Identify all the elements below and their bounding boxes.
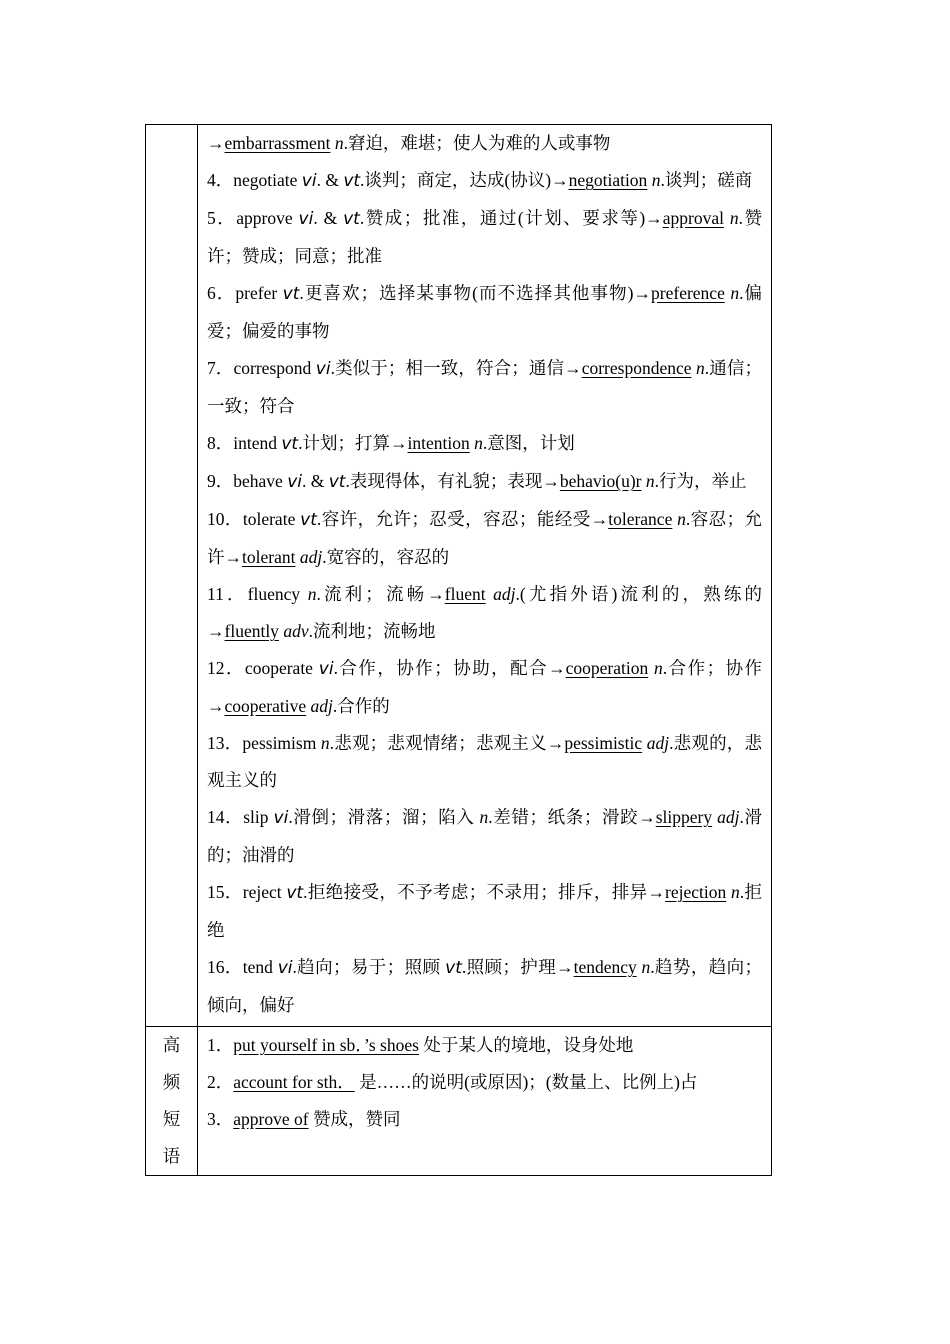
entry-text: .悲观；悲观情绪；悲观主义→	[329, 733, 565, 753]
vocab-entry	[207, 200, 762, 275]
entry-text: .差错；纸条；滑跤→	[488, 807, 656, 827]
underlined-answer: fluently	[224, 621, 279, 641]
underlined-answer: preference	[651, 283, 725, 303]
vocab-entry	[207, 725, 762, 799]
entry-text: .合作，协作；协助，配合→	[333, 658, 566, 678]
entry-text: 8．intend	[207, 433, 282, 453]
phrase-label-cell	[146, 1027, 198, 1175]
vocab-entry	[207, 162, 762, 200]
entry-text: 处于某人的境地，设身处地	[418, 1035, 634, 1055]
entry-text: 赞成，赞同	[308, 1109, 401, 1129]
entry-text: .赞成；批准，通过(计划、要求等)→	[359, 208, 663, 228]
part-of-speech: adj	[646, 733, 670, 753]
part-of-speech: n	[334, 133, 344, 153]
vocab-list	[198, 125, 771, 1026]
part-of-speech: n	[307, 584, 317, 604]
part-of-speech: vt	[300, 510, 317, 530]
underlined-answer: approve of	[233, 1109, 309, 1129]
entry-text: .计划；打算→	[298, 433, 408, 453]
underlined-answer: pessimistic	[564, 733, 643, 753]
entry-text: .照顾；护理→	[461, 957, 574, 977]
entry-text: .宽容的，容忍的	[322, 547, 450, 567]
entry-text: .滑的；油滑的	[207, 807, 763, 865]
entry-text: 15．reject	[207, 882, 287, 902]
phrase-list	[198, 1027, 771, 1175]
part-of-speech: adj	[310, 696, 333, 716]
part-of-speech: n	[696, 358, 705, 378]
part-of-speech: vi	[298, 209, 314, 229]
part-of-speech: vt	[282, 284, 300, 304]
entry-text: .流利；流畅→	[316, 584, 445, 604]
part-of-speech: vt	[343, 209, 360, 229]
entry-text: 6．prefer	[207, 283, 283, 303]
entry-text: . &	[301, 471, 329, 491]
part-of-speech: vt	[328, 472, 346, 492]
underlined-answer: behavio(u)r	[559, 471, 642, 491]
part-of-speech: n	[651, 170, 661, 190]
part-of-speech: adj	[493, 584, 516, 604]
part-of-speech: vt	[286, 883, 304, 903]
entry-text: .谈判；商定，达成(协议)→	[360, 170, 569, 190]
entry-text: 7．correspond	[207, 358, 316, 378]
entry-text: .通信；一致；符合	[207, 358, 762, 416]
phrase-label-char: 短	[162, 1109, 181, 1129]
part-of-speech: n	[677, 509, 686, 529]
vocab-entry	[207, 501, 762, 576]
entry-text: .合作的	[332, 696, 390, 716]
vocab-entry	[207, 799, 762, 874]
underlined-answer: tolerant	[242, 547, 296, 567]
phrase-label-char: 高	[162, 1035, 181, 1055]
underlined-answer: tolerance	[608, 509, 673, 529]
entry-text: .表现得体，有礼貌；表现→	[345, 471, 560, 491]
part-of-speech: vi	[287, 472, 302, 492]
entry-text: 5．approve	[207, 208, 299, 228]
phrase-entry	[207, 1064, 762, 1101]
entry-text: .赞许；赞成；同意；批准	[207, 208, 763, 266]
entry-text: .意图，计划	[482, 433, 575, 453]
entry-text: 12．cooperate	[207, 658, 319, 678]
part-of-speech: adj	[299, 547, 323, 567]
entry-text: 3．	[207, 1109, 234, 1129]
part-of-speech: n	[479, 807, 489, 827]
entry-text: .趋向；易于；照顾	[292, 957, 446, 977]
part-of-speech: vt	[445, 958, 462, 978]
vocab-entry	[207, 650, 762, 725]
part-of-speech: n	[474, 433, 483, 453]
underlined-answer: tendency	[573, 957, 637, 977]
vocab-entry	[207, 463, 762, 501]
entry-text: .拒绝接受，不予考虑；不录用；排斥，排异→	[303, 882, 666, 902]
phrase-entry	[207, 1101, 762, 1138]
entry-text: .滑倒；滑落；溜；陷入	[288, 807, 480, 827]
part-of-speech: vi	[318, 659, 334, 679]
part-of-speech: n	[731, 882, 740, 902]
entry-text: .窘迫，难堪；使人为难的人或事物	[343, 133, 611, 153]
entry-text: 10．tolerate	[207, 509, 301, 529]
entry-text: .容忍；允许→	[207, 509, 763, 567]
part-of-speech: adv	[283, 621, 309, 641]
entry-text: 11．fluency	[207, 584, 308, 604]
entry-text: .更喜欢；选择某事物(而不选择其他事物)→	[299, 283, 652, 303]
vocab-entry	[207, 949, 762, 1024]
entry-text: .悲观的，悲观主义的	[207, 733, 763, 790]
entry-text: .偏爱；偏爱的事物	[207, 283, 763, 341]
entry-text: 14．slip	[207, 807, 274, 827]
part-of-speech: vi	[273, 808, 289, 828]
phrase-row	[146, 1026, 771, 1175]
phrase-label-char: 语	[162, 1146, 181, 1166]
vocabulary-table	[145, 124, 772, 1176]
entry-text: 1．	[207, 1035, 234, 1055]
entry-text: . &	[313, 208, 344, 228]
part-of-speech: vi	[301, 171, 317, 191]
underlined-answer: negotiation	[568, 170, 648, 190]
underlined-answer: cooperation	[565, 658, 649, 678]
underlined-answer: intention	[407, 433, 470, 453]
entry-text: .谈判；磋商	[660, 170, 753, 190]
underlined-answer: rejection	[665, 882, 727, 902]
underlined-answer: embarrassment	[224, 133, 331, 153]
vocab-row	[146, 125, 771, 1026]
entry-text: .趋势，趋向；倾向，偏好	[207, 957, 762, 1015]
phrase-label-char: 频	[162, 1072, 181, 1092]
phrase-entry	[207, 1027, 762, 1064]
underlined-answer: fluent	[444, 584, 486, 604]
entry-text: .流利地；流畅地	[308, 621, 436, 641]
entry-text: 4．negotiate	[207, 170, 302, 190]
part-of-speech: adj	[717, 807, 740, 827]
vocab-entry	[207, 425, 762, 463]
vocab-entry	[207, 350, 762, 425]
vocab-entry	[207, 576, 762, 650]
entry-text: 2．	[207, 1072, 234, 1092]
underlined-answer: cooperative	[224, 696, 307, 716]
underlined-answer: correspondence	[581, 358, 692, 378]
entry-text: .拒绝	[207, 882, 763, 940]
part-of-speech: n	[730, 283, 740, 303]
part-of-speech: vt	[343, 171, 361, 191]
entry-text: 是……的说明(或原因)；(数量上、比例上)占	[354, 1072, 698, 1092]
entry-text: .行为，举止	[654, 471, 747, 491]
entry-text: .容许，允许；忍受，容忍；能经受→	[316, 509, 609, 529]
entry-text: .(尤指外语)流利的，熟练的→	[207, 584, 763, 641]
entry-text: .合作；协作→	[207, 658, 763, 716]
entry-text: 16．tend	[207, 957, 278, 977]
vocab-label-cell	[146, 125, 198, 1026]
vocab-entry	[207, 275, 762, 350]
vocab-entry	[207, 874, 762, 949]
entry-text: . &	[316, 170, 344, 190]
part-of-speech: n	[320, 733, 330, 753]
entry-text: .类似于；相一致，符合；通信→	[330, 358, 582, 378]
underlined-answer: slippery	[655, 807, 713, 827]
part-of-speech: n	[645, 471, 655, 491]
part-of-speech: vi	[277, 958, 293, 978]
entry-text: 13．pessimism	[207, 733, 321, 753]
underlined-answer: account for sth．	[233, 1072, 355, 1092]
underlined-answer: put yourself in sb．’s shoes	[233, 1035, 419, 1055]
underlined-answer: approval	[662, 208, 724, 228]
part-of-speech: n	[729, 208, 739, 228]
vocab-entry	[207, 125, 762, 162]
part-of-speech: n	[641, 957, 651, 977]
part-of-speech: vi	[315, 359, 331, 379]
part-of-speech: vt	[281, 434, 299, 454]
part-of-speech: n	[654, 658, 663, 678]
entry-text: 9．behave	[207, 471, 288, 491]
entry-text: →	[207, 133, 225, 153]
